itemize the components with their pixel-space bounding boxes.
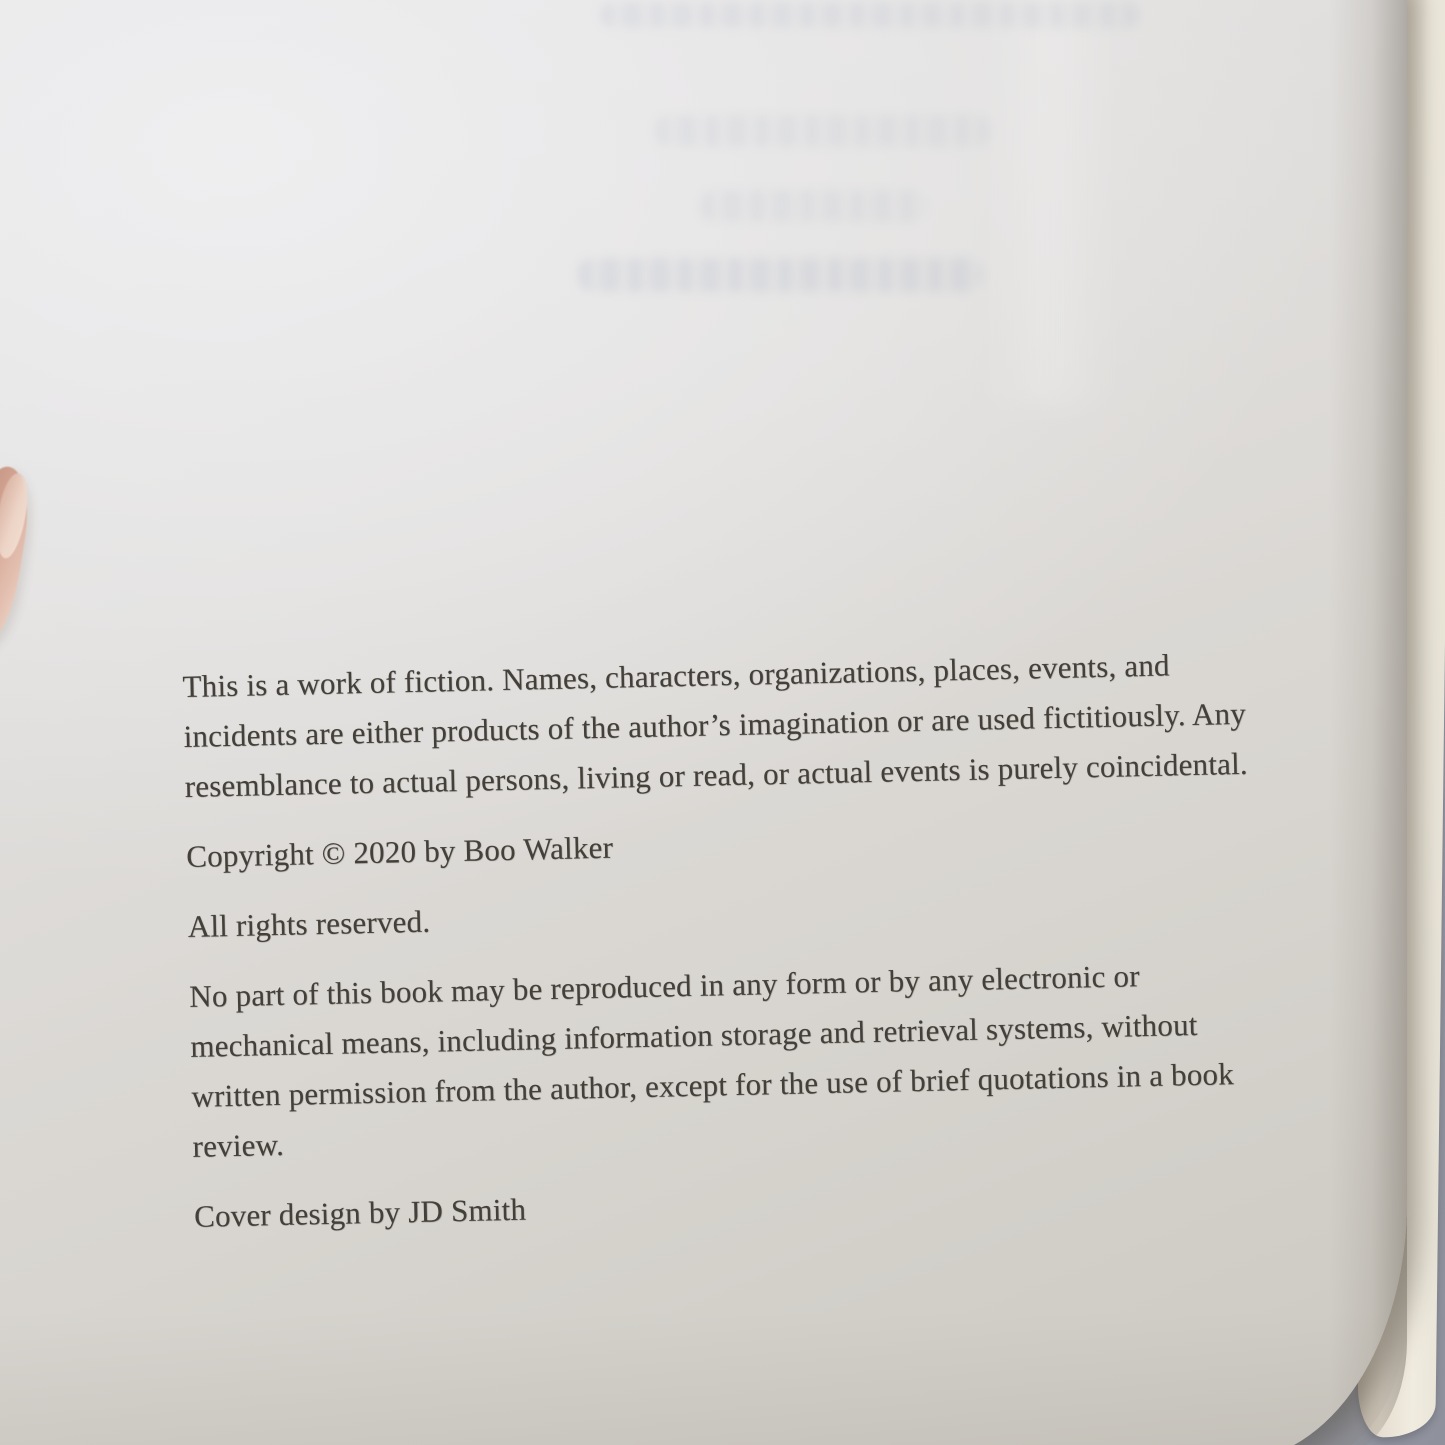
rights-reserved-line [187, 879, 1251, 952]
text-line: No part of this book may be reproduced in any form or by any electronic or [188, 958, 1140, 1014]
bleedthrough-text-line [655, 115, 990, 147]
bleedthrough-text-line [700, 190, 925, 222]
text-line: All rights reserved. [187, 903, 431, 944]
page-edge-shadow [1329, 0, 1407, 1445]
copyright-notice-line [186, 809, 1250, 882]
text-line: incidents are either products of the author’s imagination or are used fictitiously. Any [183, 695, 1247, 754]
text-line: written permission from the author, except for the use of brief quotations in a book [191, 1056, 1235, 1114]
page-curl-highlight [985, 0, 1115, 405]
text-line: mechanical means, including information storage and retrieval systems, without [190, 1006, 1198, 1064]
fiction-disclaimer-paragraph [182, 639, 1248, 812]
cover-credit-line [194, 1169, 1258, 1242]
text-line: resemblance to actual persons, living or read, or actual events is purely coincidental. [184, 745, 1249, 804]
bleedthrough-text-line [578, 258, 983, 292]
text-line: review. [192, 1126, 285, 1164]
bleedthrough-text-line [600, 2, 1140, 28]
page-bottom-shadow [0, 1310, 1407, 1445]
text-line: Copyright © 2020 by Boo Walker [185, 829, 614, 874]
text-line: This is a work of fiction. Names, characters, organizations, places, events, and [182, 647, 1170, 704]
copyright-text-block [182, 639, 1258, 1262]
text-line: Cover design by JD Smith [193, 1191, 527, 1234]
permissions-paragraph [189, 949, 1256, 1172]
